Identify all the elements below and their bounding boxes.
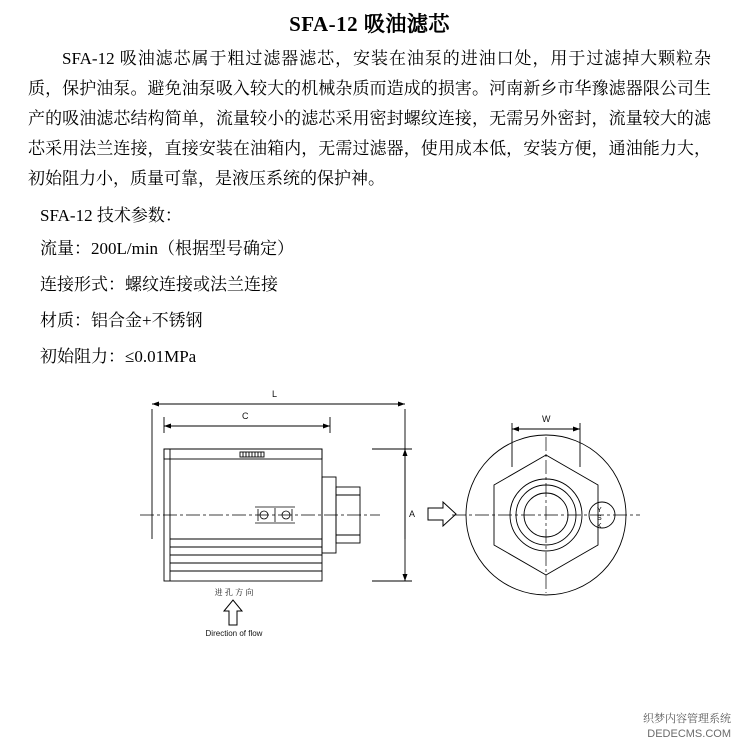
spec-heading: SFA-12 技术参数：	[40, 206, 182, 225]
dim-label-W: W	[542, 414, 551, 424]
watermark	[643, 712, 731, 742]
dim-label-A: A	[409, 509, 416, 519]
spec-flow: 流量：200L/min（根据型号确定）	[40, 239, 295, 258]
watermark-line2: DEDECMS.COM	[647, 728, 731, 740]
flow-direction-en: Direction of flow	[205, 629, 263, 638]
page	[0, 8, 739, 748]
thread-mark-k: K	[597, 523, 602, 530]
watermark-line1: 织梦内容管理系统	[643, 713, 731, 725]
intro-paragraph: SFA-12 吸油滤芯属于粗过滤器滤芯，安装在油泵的进油口处，用于过滤掉大颗粒杂质，保护油泵。避免油泵吸入较大的机械杂质而造成的损害。河南新乡市华豫滤器限公司生产的吸油滤芯结构简单，流量较小的滤芯采用密封螺纹连接，无需另外密封，流量较大的滤芯采用法兰连接，直接安装在油箱内，无需过滤器，使用成本低，安装方便，通油能力大，初始阻力小，质量可靠，是液压系统的保护神。	[28, 49, 711, 188]
drawing-svg	[0, 389, 739, 649]
spec-material: 材质：铝合金+不锈钢	[40, 311, 203, 330]
spec-connection: 连接形式：螺纹连接或法兰连接	[40, 275, 278, 294]
spec-resistance: 初始阻力：≤0.01MPa	[40, 347, 197, 366]
product-drawing	[0, 389, 739, 649]
dim-label-L: L	[272, 389, 278, 399]
thread-mark-y: Y	[597, 507, 602, 514]
dim-label-C: C	[242, 411, 249, 421]
flow-direction-cn: 进 孔 方 向	[214, 588, 254, 597]
page-title: SFA-12 吸油滤芯	[289, 12, 450, 36]
thread-mark-s: S	[597, 515, 602, 522]
